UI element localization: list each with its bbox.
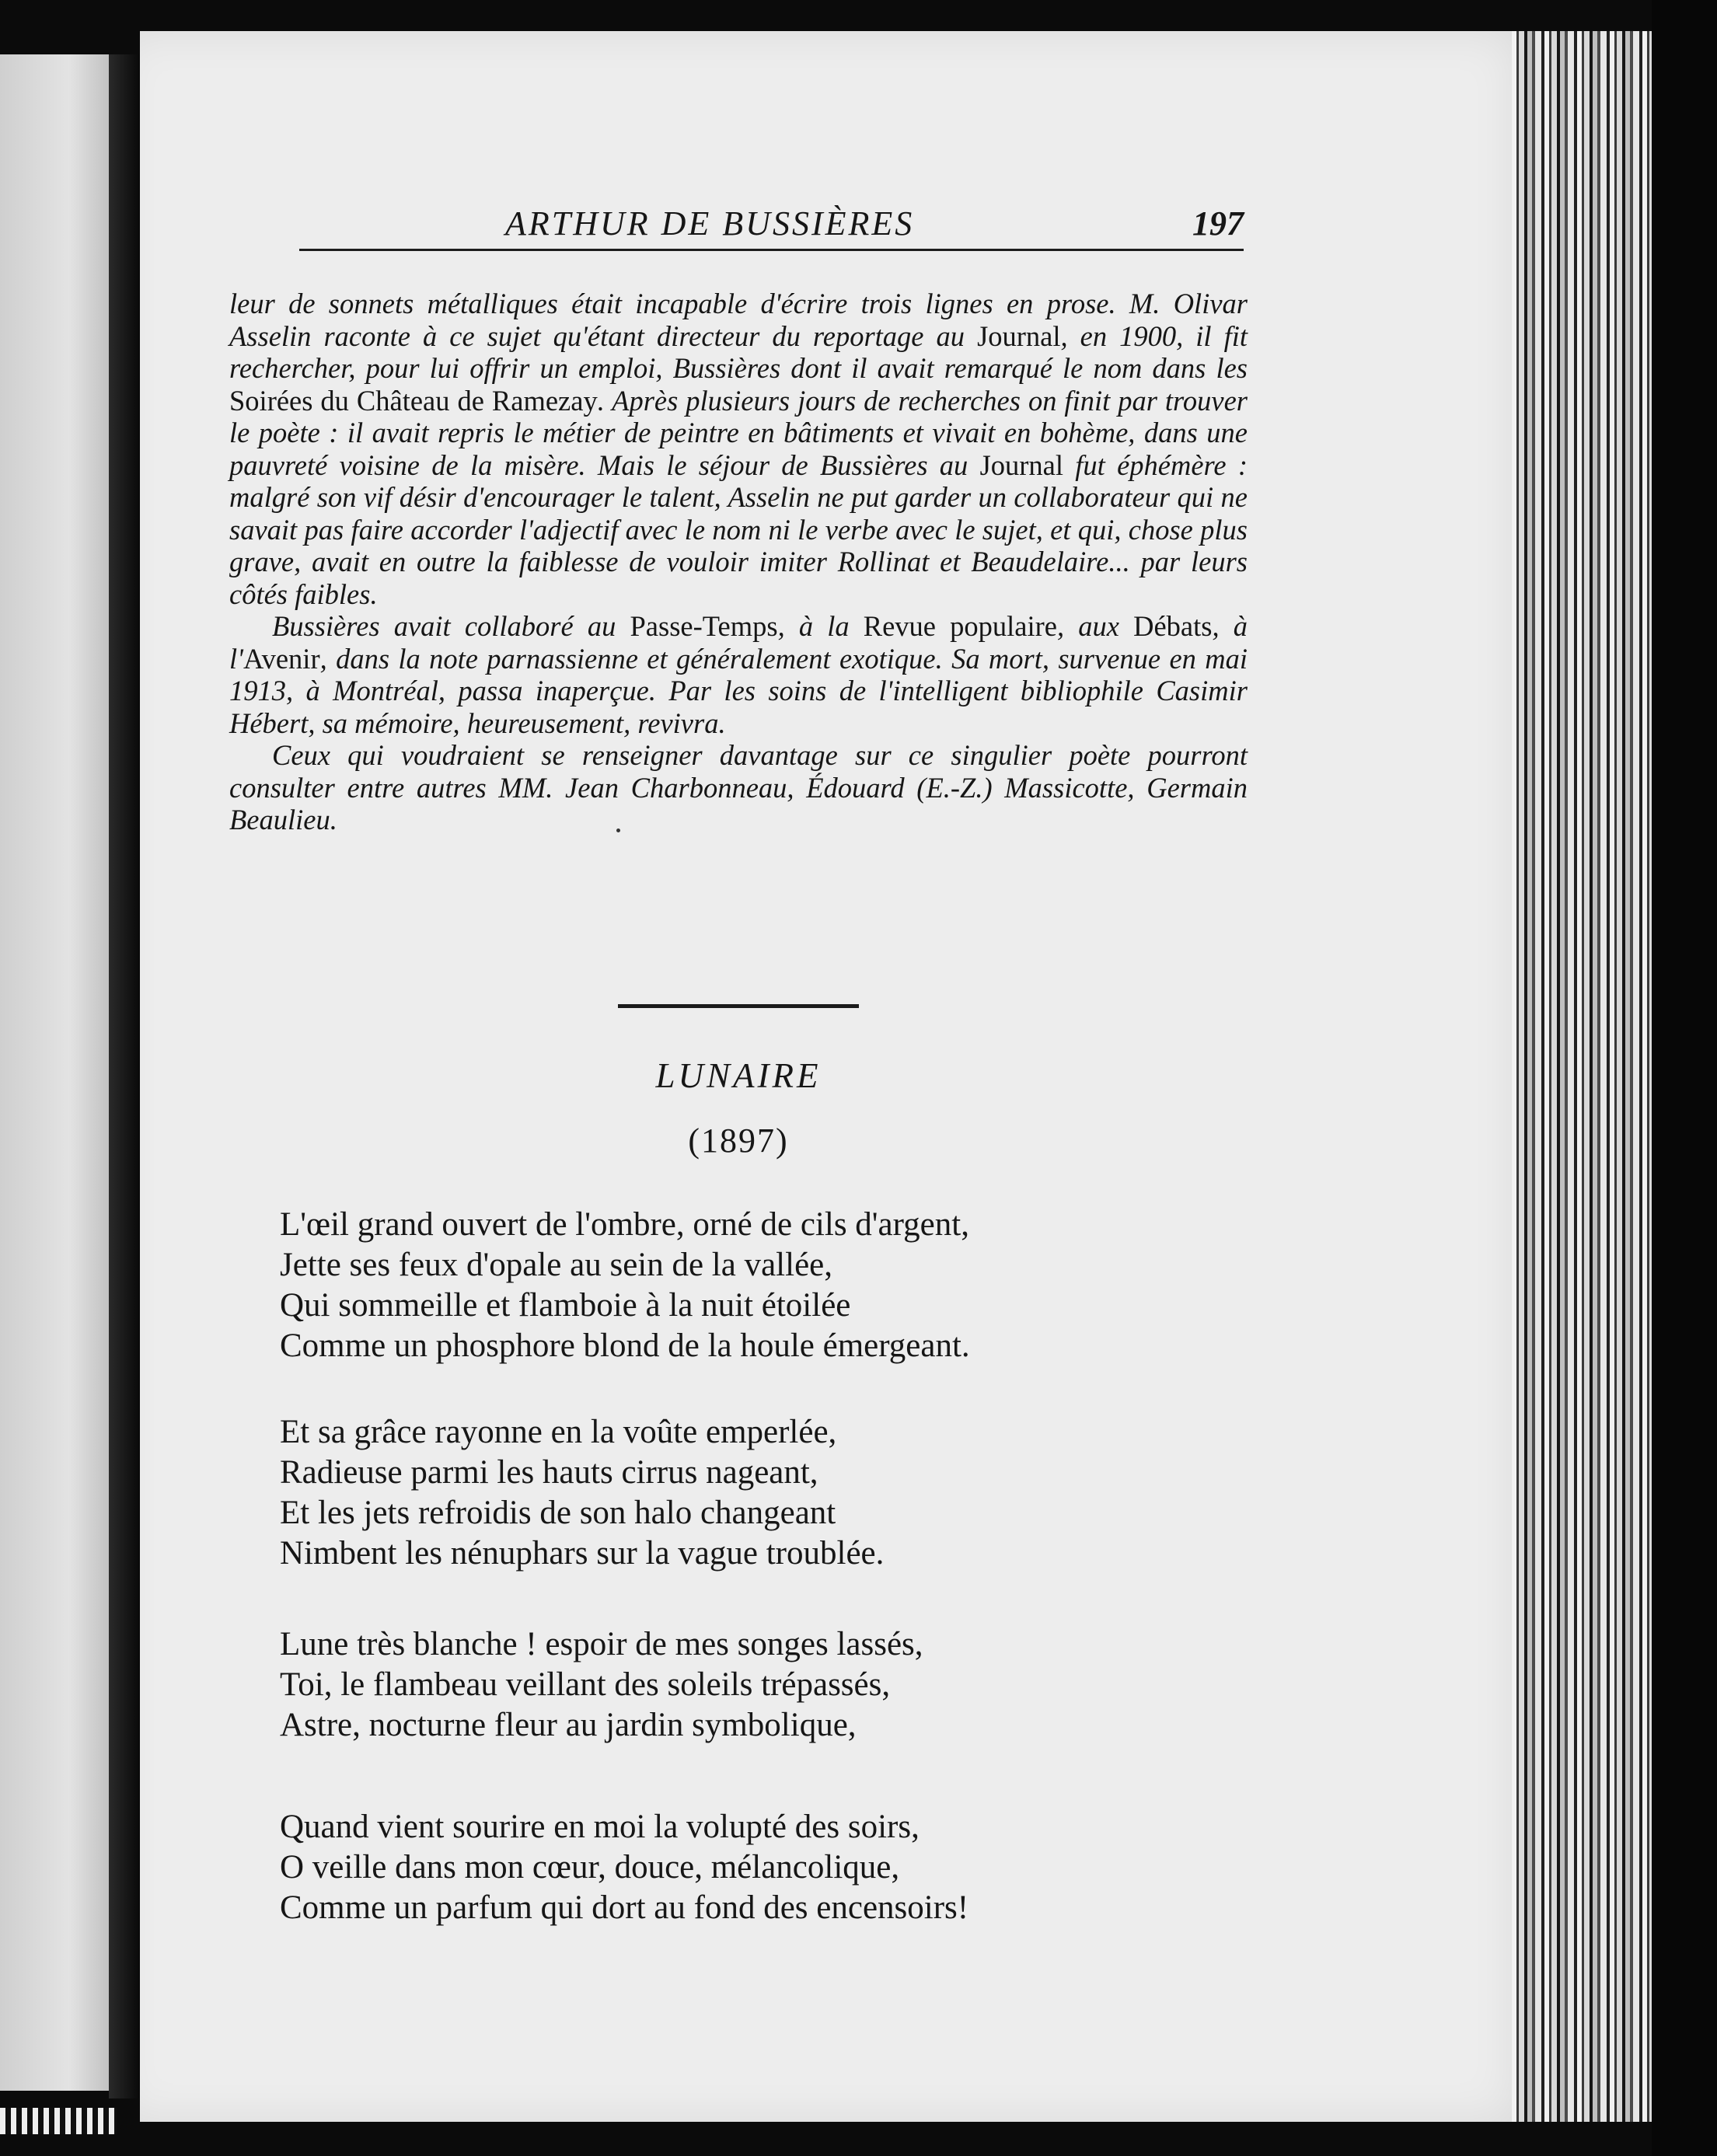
poem-line: Radieuse parmi les hauts cirrus nageant, (280, 1454, 818, 1491)
poem-line: Et les jets refroidis de son halo changeant (280, 1495, 836, 1531)
header-rule (299, 249, 1244, 251)
ink-speck (616, 829, 620, 832)
prose-text: . Après plusieurs jours de recherches on finit par trouver le poète : il avait repris le métier de peintre en bâtiments et vivait en bohème, dans une pauvreté voisine de la misère. Mais le séjour de Bussières au (229, 384, 1248, 481)
section-divider (618, 1004, 859, 1008)
poem-stanza-1 (280, 1205, 1290, 1366)
scan-background (1652, 0, 1717, 2156)
poem-stanza-4 (280, 1807, 1290, 1928)
page-number: 197 (1192, 204, 1244, 242)
scale-ticks (0, 2108, 117, 2134)
prose-text: leur de sonnets métalliques était incapable d'écrire trois lignes en prose. M. Olivar Asselin raconte à ce sujet qu'étant directeur du reportage au (229, 288, 1248, 352)
poem-line: Et sa grâce rayonne en la voûte emperlée, (280, 1414, 837, 1450)
poem-year: (1897) (688, 1122, 789, 1160)
prose-text: Avenir (243, 642, 320, 675)
prose-text: Passe-Temps (630, 610, 778, 642)
prose-paragraph-1 (229, 288, 1248, 610)
prose-text: , à l' (229, 610, 1248, 675)
prose-text: Bussières avait collaboré au (272, 610, 630, 642)
prose-paragraph-3: Ceux qui voudraient se renseigner davantage sur ce singulier poète pourront consulter entre autres MM. Jean Charbonneau, Édouard (E.-Z.) Massicotte, Germain Beaulieu. (229, 739, 1248, 836)
prose-text: Débats (1133, 610, 1213, 642)
prose-text: Journal (979, 448, 1064, 481)
page-header (299, 204, 1244, 250)
poem-line: Comme un phosphore blond de la houle émergeant. (280, 1327, 970, 1364)
poem-line: Toi, le flambeau veillant des soleils trépassés, (280, 1666, 891, 1703)
poem-line: Lune très blanche ! espoir de mes songes lassés, (280, 1626, 923, 1662)
poem-stanza-2 (280, 1412, 1290, 1574)
page-stack-edges (1512, 31, 1652, 2122)
poem-line: O veille dans mon cœur, douce, mélancolique, (280, 1849, 900, 1886)
poem-line: Jette ses feux d'opale au sein de la vallée, (280, 1247, 832, 1283)
prose-text: Revue populaire (863, 610, 1057, 642)
poem-title: LUNAIRE (655, 1056, 822, 1095)
poem-line: L'œil grand ouvert de l'ombre, orné de cils d'argent, (280, 1206, 969, 1243)
prose-text: , aux (1057, 610, 1134, 642)
prose-text: Soirées du Château de Ramezay (229, 384, 598, 417)
prose-paragraph-2 (229, 610, 1248, 739)
prose-text: , dans la note parnassienne et généralement exotique. Sa mort, survenue en mai 1913, à Montréal, passa inaperçue. Par les soins de l'intelligent bibliophile Casimir Hébert, sa mémoire, heureusement, revivra. (229, 642, 1248, 739)
running-head: ARTHUR DE BUSSIÈRES (505, 204, 915, 242)
poem-line: Quand vient sourire en moi la volupté des soirs, (280, 1809, 920, 1845)
poem-line: Qui sommeille et flamboie à la nuit étoilée (280, 1287, 851, 1324)
prose-text: fut éphémère : malgré son vif désir d'encourager le talent, Asselin ne put garder un collaborateur qui ne savait pas faire accorder l'adjectif avec le nom ni le verbe avec le sujet, et qui, chose plus grave, avait en outre la faiblesse de vouloir imiter Rollinat et Beaudelaire... par leurs côtés faibles. (229, 448, 1248, 610)
prose-text: Journal (977, 319, 1061, 352)
poem-line: Comme un parfum qui dort au fond des encensoirs! (280, 1889, 969, 1926)
prose-body (229, 288, 1248, 836)
prose-text: , en 1900, il fit rechercher, pour lui offrir un emploi, Bussières dont il avait remarqué le nom dans les (229, 319, 1248, 384)
prose-text: , à la (777, 610, 864, 642)
poem-stanza-3 (280, 1624, 1290, 1746)
poem-line: Astre, nocturne fleur au jardin symbolique, (280, 1707, 857, 1743)
poem-line: Nimbent les nénuphars sur la vague troublée. (280, 1535, 885, 1572)
